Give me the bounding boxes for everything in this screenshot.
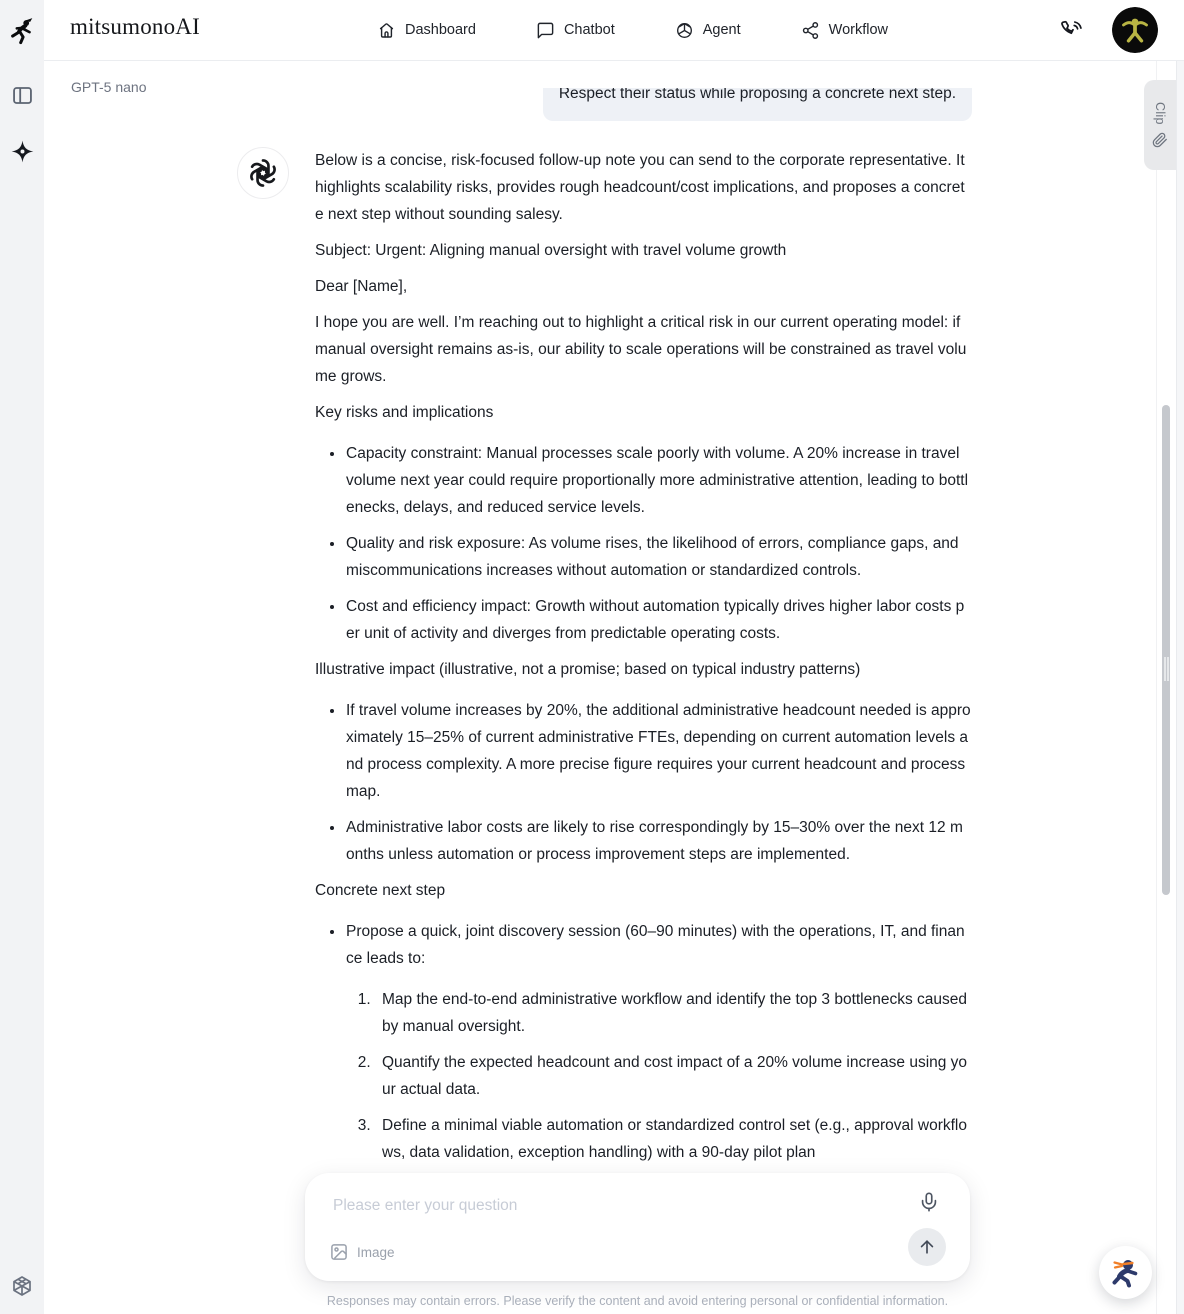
brand-wordmark: mitsumonoAI: [70, 14, 200, 39]
main-nav: [377, 0, 888, 60]
chat-bubble-icon: [536, 21, 555, 40]
paperclip-icon: [1152, 132, 1168, 148]
ai-sparkle-button[interactable]: [8, 137, 36, 165]
top-navigation-bar: [44, 0, 1184, 61]
list-item: [345, 918, 971, 1166]
sandbox-button[interactable]: [8, 1272, 36, 1300]
cube-sphere-icon: [675, 21, 694, 40]
list-item: • Capacity constraint: Manual processes scale poorly with volume. A 20% increase in travel volume next year could require proportionally more administrative attention, leading to bottlenecks, delays, and reduced service levels.: [345, 440, 971, 521]
nav-item-agent[interactable]: [675, 21, 741, 40]
message-composer: [305, 1173, 970, 1281]
clip-tab[interactable]: [1144, 80, 1176, 170]
user-message-bubble: Respect their status while proposing a concrete next step.: [543, 88, 972, 121]
section-title-illustrative-impact: Illustrative impact (illustrative, not a promise; based on typical industry patterns): [315, 661, 861, 678]
assistant-avatar: [237, 147, 289, 199]
list-item: • Administrative labor costs are likely to rise correspondingly by 15–30% over the next 12 months unless automation or process improvement steps are implemented.: [345, 814, 971, 868]
next-step-list: [315, 918, 971, 1166]
openai-logo-icon: [247, 157, 279, 189]
section-title-key-risks: Key risks and implications: [315, 404, 494, 421]
clip-tab-label: Clip: [1153, 102, 1167, 125]
voice-call-button[interactable]: [1061, 19, 1084, 42]
sandbox-cube-icon: [10, 1274, 34, 1298]
list-item: • Quality and risk exposure: As volume rises, the likelihood of errors, compliance gaps, and miscommunications increases without automation or standardized controls.: [345, 530, 971, 584]
email-subject: Subject: Urgent: Aligning manual oversight with travel volume growth: [315, 242, 787, 259]
email-salutation: Dear [Name],: [315, 278, 408, 295]
scrollbar-thumb[interactable]: [1162, 405, 1170, 895]
microphone-icon: [918, 1191, 940, 1213]
next-step-intro: Propose a quick, joint discovery session (60–90 minutes) with the operations, IT, and finance leads to:: [346, 923, 965, 967]
nav-item-workflow[interactable]: [801, 21, 888, 40]
panel-left-icon: [11, 84, 34, 107]
list-item: • Cost and efficiency impact: Growth without automation typically drives higher labor costs per unit of activity and diverges from predictable operating costs.: [345, 593, 971, 647]
home-icon: [377, 21, 396, 40]
left-rail: [0, 0, 44, 1314]
attach-image-button[interactable]: [329, 1242, 395, 1262]
user-avatar[interactable]: [1112, 7, 1158, 53]
share-nodes-icon: [801, 21, 820, 40]
running-ninja-logo-icon: [7, 15, 37, 47]
assistant-ninja-fab[interactable]: [1099, 1246, 1152, 1299]
nav-item-dashboard[interactable]: [377, 21, 476, 40]
next-step-substeps: [346, 986, 971, 1166]
list-item: 2. Quantify the expected headcount and cost impact of a 20% volume increase using your actual data.: [375, 1049, 971, 1103]
nav-item-chatbot[interactable]: [536, 21, 615, 40]
list-item: 1. Map the end-to-end administrative workflow and identify the top 3 bottlenecks caused by manual oversight.: [375, 986, 971, 1040]
header-actions: [1061, 0, 1158, 60]
list-item: 3. Define a minimal viable automation or standardized control set (e.g., approval workflows, data validation, exception handling) with a 90-day pilot plan: [375, 1112, 971, 1166]
chat-scroll-area[interactable]: [44, 88, 1176, 1314]
microphone-button[interactable]: [918, 1191, 940, 1213]
phone-waves-icon: [1061, 19, 1084, 42]
image-button-label: Image: [357, 1244, 395, 1260]
nav-label: Dashboard: [405, 22, 476, 38]
send-button[interactable]: [908, 1228, 946, 1266]
scrollbar-grip: [1164, 657, 1166, 681]
app-logo: [0, 0, 44, 61]
sparkle-icon: [10, 139, 35, 164]
key-risks-list: [315, 440, 971, 647]
section-title-next-step: Concrete next step: [315, 882, 446, 899]
arrow-up-icon: [917, 1237, 937, 1257]
ninja-mascot-icon: [1108, 1255, 1144, 1291]
list-item: • If travel volume increases by 20%, the additional administrative headcount needed is approximately 15–25% of current administrative FTEs, depending on current automation levels and process complexity. A more precise figure requires your current headcount and process map.: [345, 697, 971, 805]
email-opening: I hope you are well. I’m reaching out to highlight a critical risk in our current operating model: if manual oversight remains as-is, our ability to scale operations will be constrained as travel volume grows.: [315, 314, 967, 385]
nav-label: Workflow: [828, 22, 888, 38]
image-icon: [329, 1242, 349, 1262]
assistant-intro: Below is a concise, risk-focused follow-up note you can send to the corporate representative. It highlights scalability risks, provides rough headcount/cost implications, and proposes a concrete next step without sounding salesy.: [315, 152, 965, 223]
nav-label: Chatbot: [563, 22, 615, 38]
assistant-message-row: [44, 147, 1176, 1175]
question-input[interactable]: [333, 1193, 893, 1219]
user-message-row: [44, 88, 972, 121]
assistant-message-body: [315, 147, 971, 1175]
illustrative-impact-list: [315, 697, 971, 868]
right-edge-strip: [1176, 61, 1184, 1314]
nav-label: Agent: [702, 22, 741, 38]
sidebar-toggle-button[interactable]: [8, 81, 36, 109]
disclaimer-text: Responses may contain errors. Please verify the content and avoid entering personal or confidential information.: [326, 1294, 949, 1308]
model-label: GPT-5 nano: [71, 79, 147, 95]
